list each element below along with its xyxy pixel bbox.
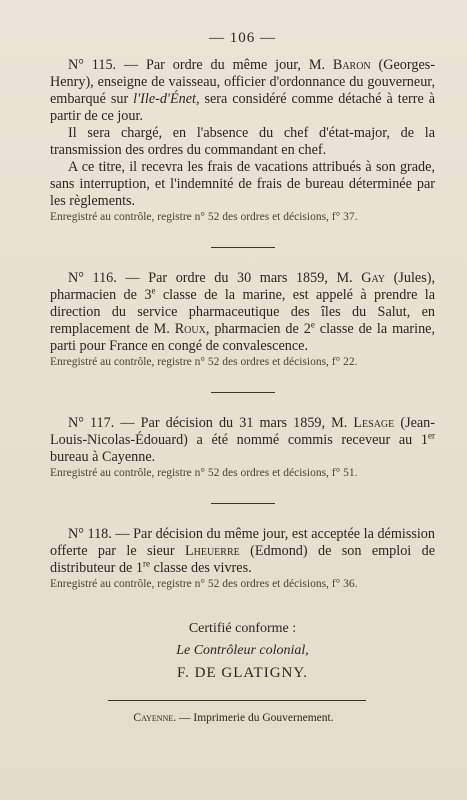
- person-name: Lesage: [353, 415, 395, 431]
- decision-entry: [50, 57, 435, 225]
- ship-name: l'Ile-d'Énet: [133, 91, 196, 107]
- entry-paragraph: N° 118. — Par décision du même jour, est acceptée la démission offerte par le sieur Lheuerre (Edmond) de son emploi de distributeur de 1re classe des vivres.: [50, 526, 435, 576]
- registration-note: Enregistré au contrôle, registre n° 52 des ordres et décisions, f° 37.: [50, 211, 358, 223]
- certification-block: [50, 618, 435, 684]
- registration-note: Enregistré au contrôle, registre n° 52 des ordres et décisions, f° 22.: [50, 356, 358, 368]
- printer-footer: [0, 712, 467, 724]
- entry-paragraph: N° 115. — Par ordre du même jour, M. Baron (Georges-Henry), enseigne de vaisseau, officier d'ordonnance du gouverneur, embarqué sur l'Ile-d'Énet, sera considéré comme détaché à terre à partir de ce jour.: [50, 57, 435, 124]
- entry-separator: [211, 503, 275, 504]
- decision-entry: [50, 415, 435, 481]
- signature: F. DE GLATIGNY.: [176, 665, 309, 681]
- certification-line: Certifié conforme :: [188, 621, 297, 636]
- entry-paragraph: A ce titre, il recevra les frais de vacations attribués à son grade, sans interruption, et l'indemnité de frais de bureau déterminée par les règlements.: [50, 159, 435, 209]
- registration-note: Enregistré au contrôle, registre n° 52 des ordres et décisions, f° 51.: [50, 467, 358, 479]
- page-number: — 106 —: [209, 30, 276, 46]
- entry-paragraph: Il sera chargé, en l'absence du chef d'état-major, de la transmission des ordres du commandant en chef.: [50, 125, 435, 158]
- ordinal-suffix: re: [143, 558, 150, 569]
- entry-separator: [211, 392, 275, 393]
- ordinal-suffix: er: [428, 430, 435, 441]
- person-name: Lheuerre: [184, 543, 240, 559]
- controller-title: Le Contrôleur colonial,: [176, 643, 309, 658]
- entry-separator: [211, 247, 275, 248]
- person-name: Baron: [332, 57, 371, 73]
- entry-paragraph: N° 116. — Par ordre du 30 mars 1859, M. Gay (Jules), pharmacien de 3e classe de la marine, est appelé à prendre la direction du service pharmaceutique des îles du Salut, en remplacement de M. Roux, pharmacien de 2e classe de la marine, parti pour France en congé de convalescence.: [50, 270, 436, 354]
- ordinal-suffix: e: [151, 285, 156, 296]
- entry-paragraph: N° 117. — Par décision du 31 mars 1859, M. Lesage (Jean-Louis-Nicolas-Édouard) a été nommé commis receveur au 1er bureau à Cayenne.: [50, 415, 435, 465]
- decision-entry: [50, 526, 435, 592]
- decision-entry: [50, 270, 435, 370]
- footer-text: — Imprimerie du Gouvernement.: [176, 712, 334, 724]
- person-name: Gay: [361, 270, 386, 286]
- person-name: Roux: [174, 321, 206, 337]
- footer-rule: [108, 700, 366, 701]
- footer-place: Cayenne.: [133, 712, 177, 724]
- registration-note: Enregistré au contrôle, registre n° 52 des ordres et décisions, f° 36.: [50, 578, 358, 590]
- entries-container: [50, 57, 435, 592]
- ordinal-suffix: e: [310, 319, 315, 330]
